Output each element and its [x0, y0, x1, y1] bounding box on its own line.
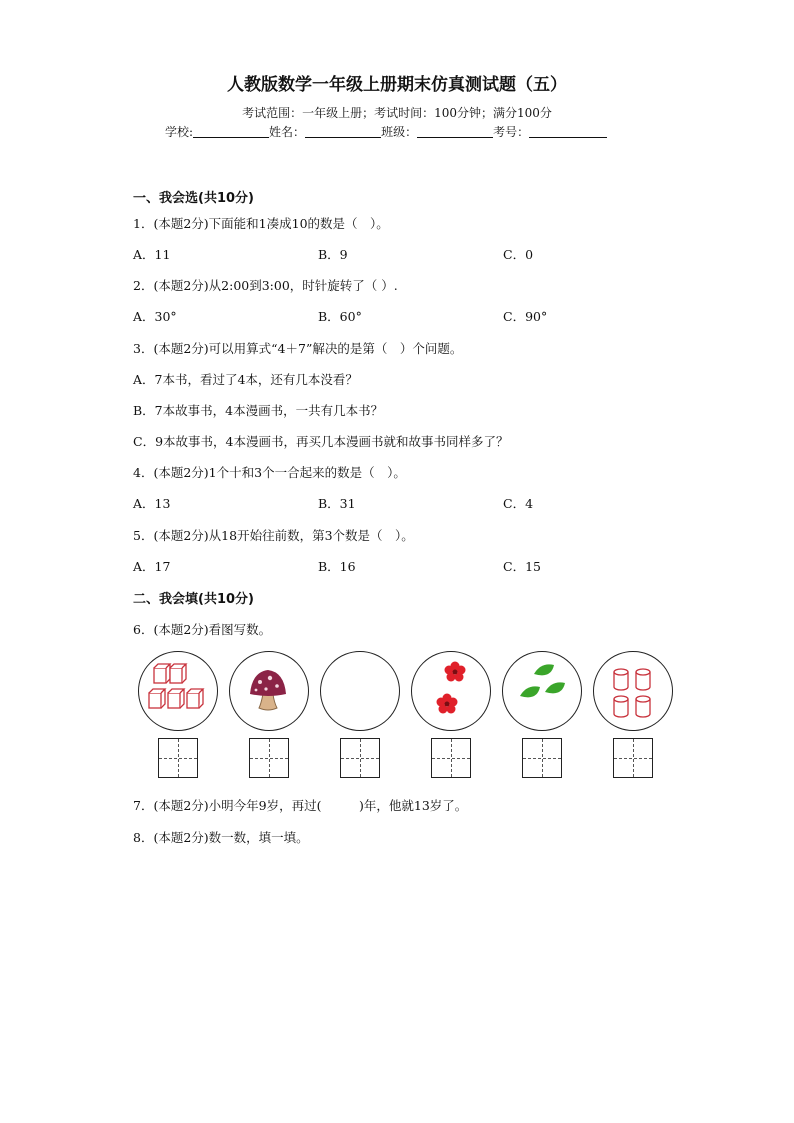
q3-option-a[interactable]: A．7本书，看过了4本，还有几本没看？: [133, 372, 358, 387]
section1-heading: 一、我会选(共10分): [133, 191, 254, 206]
section2-heading: 二、我会填(共10分): [133, 592, 254, 607]
q1-option-b[interactable]: B．9: [318, 247, 348, 262]
mushroom-icon: [230, 652, 307, 729]
answer-box[interactable]: [522, 738, 562, 778]
question-6: 6．(本题2分)看图写数。: [133, 622, 272, 637]
school-label: 学校:: [165, 125, 194, 139]
picture-mushroom: [229, 651, 309, 731]
q5-option-b[interactable]: B．16: [318, 559, 356, 574]
q2-option-b[interactable]: B．60°: [318, 309, 362, 324]
q1-option-c[interactable]: C．0: [503, 247, 534, 262]
cylinder-icons: [594, 652, 671, 729]
answer-box[interactable]: [431, 738, 471, 778]
question-7: 7．(本题2分)小明今年9岁，再过( )年，他就13岁了。: [133, 798, 468, 813]
question-5: 5．(本题2分)从18开始往前数，第3个数是（ ）。: [133, 528, 414, 543]
flower-icons: [412, 652, 489, 729]
page-title: 人教版数学一年级上册期末仿真测试题（五）: [227, 75, 567, 95]
class-blank[interactable]: [417, 125, 493, 138]
q5-option-a[interactable]: A．17: [133, 559, 171, 574]
q4-option-b[interactable]: B．31: [318, 496, 356, 511]
number-label: 考号：: [493, 125, 530, 139]
cube-icons: [139, 652, 216, 729]
answer-box[interactable]: [613, 738, 653, 778]
answer-box[interactable]: [158, 738, 198, 778]
picture-cylinders: [593, 651, 673, 731]
answer-box[interactable]: [249, 738, 289, 778]
exam-info: 考试范围：一年级上册；考试时间：100分钟；满分100分: [242, 106, 552, 120]
question-1: 1．(本题2分)下面能和1凑成10的数是（ ）。: [133, 216, 389, 231]
q4-option-c[interactable]: C．4: [503, 496, 534, 511]
student-fields: [165, 123, 607, 140]
number-blank[interactable]: [529, 125, 607, 138]
name-label: 姓名：: [269, 125, 306, 139]
picture-flowers: [411, 651, 491, 731]
q2-option-a[interactable]: A．30°: [133, 309, 177, 324]
question-8: 8．(本题2分)数一数，填一填。: [133, 830, 309, 845]
q1-option-a[interactable]: A．11: [133, 247, 171, 262]
picture-leaves: [502, 651, 582, 731]
answer-box[interactable]: [340, 738, 380, 778]
q4-option-a[interactable]: A．13: [133, 496, 171, 511]
picture-empty: [320, 651, 400, 731]
picture-cubes: [138, 651, 218, 731]
q3-option-c[interactable]: C．9本故事书，4本漫画书，再买几本漫画书就和故事书同样多了？: [133, 434, 509, 449]
question-4: 4．(本题2分)1个十和3个一合起来的数是（ ）。: [133, 465, 406, 480]
question-3: 3．(本题2分)可以用算式“4＋7”解决的是第（ ）个问题。: [133, 341, 463, 356]
q2-option-c[interactable]: C．90°: [503, 309, 548, 324]
leaf-icons: [503, 652, 580, 729]
name-blank[interactable]: [305, 125, 381, 138]
q3-option-b[interactable]: B．7本故事书，4本漫画书，一共有几本书？: [133, 403, 384, 418]
question-2: 2．(本题2分)从2:00到3:00，时针旋转了（ ）.: [133, 278, 398, 293]
class-label: 班级：: [381, 125, 418, 139]
q5-option-c[interactable]: C．15: [503, 559, 541, 574]
school-blank[interactable]: [193, 125, 269, 138]
